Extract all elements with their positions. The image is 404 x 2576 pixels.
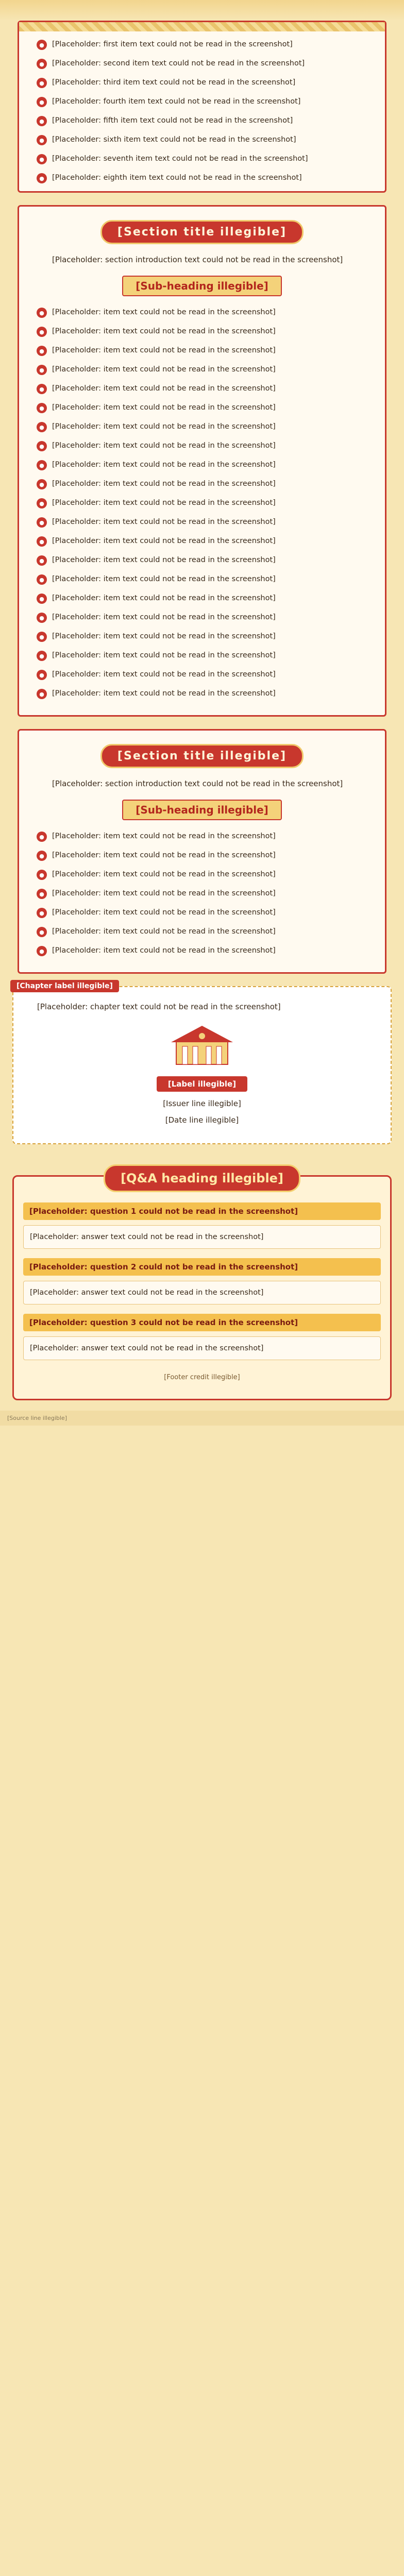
work-item (37, 650, 367, 662)
qa-answer-3: [Placeholder: answer text could not be read in the screenshot] (23, 1336, 381, 1360)
building-icon (166, 1021, 238, 1067)
bullet-dot-icon: ● (37, 346, 47, 356)
bullet-dot-icon: ● (37, 613, 47, 623)
work-item (37, 440, 367, 452)
work-item (37, 459, 367, 471)
life-item (37, 926, 367, 938)
qa-answer-1 (23, 1225, 381, 1249)
intro-item (37, 172, 367, 184)
sheet-top-stripe (19, 22, 385, 31)
work-item (37, 421, 367, 433)
work-item (37, 364, 367, 376)
intro-item-text: [Placeholder: sixth item text could not be read in the screenshot] (52, 135, 296, 144)
bullet-dot-icon: ● (37, 40, 47, 50)
work-item-text: [Placeholder: item text could not be read in the screenshot] (52, 422, 276, 431)
intro-item (37, 115, 367, 127)
bullet-dot-icon: ● (37, 851, 47, 861)
top-decoration (0, 0, 404, 21)
bullet-dot-icon: ● (37, 536, 47, 547)
work-item (37, 402, 367, 414)
bullet-dot-icon: ● (37, 651, 47, 661)
work-item-text: [Placeholder: item text could not be read in the screenshot] (52, 689, 276, 698)
intro-item-text: [Placeholder: third item text could not be read in the screenshot] (52, 78, 296, 87)
work-item-text: [Placeholder: item text could not be read in the screenshot] (52, 346, 276, 354)
chapter3-badge-wrap (22, 1076, 382, 1092)
chapter3-wrap (0, 982, 404, 1144)
work-item (37, 612, 367, 623)
life-item-text: [Placeholder: item text could not be read in the screenshot] (52, 889, 276, 897)
work-item-text: [Placeholder: item text could not be read in the screenshot] (52, 384, 276, 393)
intro-item (37, 58, 367, 70)
work-item-text: [Placeholder: item text could not be read in the screenshot] (52, 670, 276, 679)
qa-box (12, 1171, 392, 1400)
life-item-text: [Placeholder: item text could not be read in the screenshot] (52, 870, 276, 878)
work-section-title: [Section title illegible] (100, 220, 304, 244)
life-item-text: [Placeholder: item text could not be read in the screenshot] (52, 946, 276, 955)
intro-item (37, 77, 367, 89)
intro-item-text: [Placeholder: first item text could not be read in the screenshot] (52, 40, 293, 48)
intro-item-text: [Placeholder: second item text could not be read in the screenshot] (52, 59, 305, 67)
bullet-dot-icon: ● (37, 422, 47, 432)
intro-item (37, 134, 367, 146)
work-item (37, 535, 367, 547)
chapter3-badge: [Label illegible] (157, 1076, 247, 1092)
bullet-dot-icon: ● (37, 832, 47, 842)
work-item-text: [Placeholder: item text could not be read in the screenshot] (52, 442, 276, 450)
work-band-wrap (19, 276, 385, 296)
work-item (37, 497, 367, 509)
work-item-text: [Placeholder: item text could not be read in the screenshot] (52, 518, 276, 526)
life-item-text: [Placeholder: item text could not be read in the screenshot] (52, 908, 276, 917)
bullet-dot-icon: ● (37, 135, 47, 145)
bullet-dot-icon: ● (37, 97, 47, 107)
work-item-text: [Placeholder: item text could not be read in the screenshot] (52, 365, 276, 374)
work-item (37, 688, 367, 700)
work-item (37, 516, 367, 528)
work-section-sheet (18, 205, 386, 717)
work-item (37, 478, 367, 490)
bullet-dot-icon: ● (37, 403, 47, 413)
qa-title-wrap (23, 1164, 381, 1192)
bullet-dot-icon: ● (37, 78, 47, 88)
bullet-dot-icon: ● (37, 870, 47, 880)
bullet-dot-icon: ● (37, 670, 47, 680)
bullet-dot-icon: ● (37, 365, 47, 375)
intro-item (37, 96, 367, 108)
bullet-dot-icon: ● (37, 889, 47, 899)
intro-item-text: [Placeholder: fifth item text could not be read in the screenshot] (52, 116, 293, 125)
work-item-text: [Placeholder: item text could not be read in the screenshot] (52, 651, 276, 659)
work-item (37, 383, 367, 395)
life-section-intro: [Placeholder: section introduction text could not be read in the screenshot] (52, 779, 343, 788)
life-band-title: [Sub-heading illegible] (122, 800, 282, 820)
intro-item-text: [Placeholder: fourth item text could not be read in the screenshot] (52, 97, 301, 106)
bullet-dot-icon: ● (37, 927, 47, 937)
life-section-title-wrap (19, 744, 385, 768)
life-item (37, 831, 367, 842)
life-item (37, 907, 367, 919)
bullet-dot-icon: ● (37, 327, 47, 337)
life-section-sheet (18, 729, 386, 974)
chapter3-label: [Chapter label illegible] (10, 980, 119, 992)
bullet-dot-icon: ● (37, 908, 47, 918)
bullet-dot-icon: ● (37, 116, 47, 126)
building-illustration (22, 1021, 382, 1067)
bullet-dot-icon: ● (37, 946, 47, 956)
bullet-dot-icon: ● (37, 632, 47, 642)
qa-wrap (0, 1171, 404, 1400)
work-item (37, 631, 367, 642)
work-item (37, 669, 367, 681)
bullet-dot-icon: ● (37, 308, 47, 318)
work-item-text: [Placeholder: item text could not be read in the screenshot] (52, 556, 276, 564)
work-item-text: [Placeholder: item text could not be read in the screenshot] (52, 575, 276, 583)
intro-item (37, 39, 367, 50)
work-item-text: [Placeholder: item text could not be read in the screenshot] (52, 537, 276, 545)
bullet-dot-icon: ● (37, 555, 47, 566)
bullet-dot-icon: ● (37, 689, 47, 699)
work-band-title: [Sub-heading illegible] (122, 276, 282, 296)
work-item-text: [Placeholder: item text could not be read in the screenshot] (52, 403, 276, 412)
work-section-title-wrap (19, 220, 385, 244)
bullet-dot-icon: ● (37, 479, 47, 489)
intro-item-text: [Placeholder: eighth item text could not be read in the screenshot] (52, 174, 302, 182)
bullet-dot-icon: ● (37, 173, 47, 183)
life-section-title: [Section title illegible] (100, 744, 304, 768)
intro-item (37, 153, 367, 165)
bullet-dot-icon: ● (37, 384, 47, 394)
bullet-dot-icon: ● (37, 574, 47, 585)
work-item-text: [Placeholder: item text could not be read in the screenshot] (52, 480, 276, 488)
qa-question-3: [Placeholder: question 3 could not be read in the screenshot] (23, 1314, 381, 1331)
life-item (37, 850, 367, 861)
work-item-text: [Placeholder: item text could not be read in the screenshot] (52, 632, 276, 640)
work-item (37, 592, 367, 604)
bullet-dot-icon: ● (37, 441, 47, 451)
work-section-intro: [Placeholder: section introduction text could not be read in the screenshot] (52, 255, 343, 264)
chapter3-text: [Placeholder: chapter text could not be read in the screenshot] (37, 1002, 281, 1011)
life-list (19, 831, 385, 957)
life-band-wrap (19, 800, 385, 820)
work-item (37, 307, 367, 318)
work-item (37, 345, 367, 357)
work-item (37, 573, 367, 585)
bullet-dot-icon: ● (37, 460, 47, 470)
bullet-dot-icon: ● (37, 517, 47, 528)
qa-answer-1-part: [Placeholder: answer text could not be read in the screenshot] (30, 1233, 264, 1241)
qa-answer-2: [Placeholder: answer text could not be read in the screenshot] (23, 1281, 381, 1304)
bullet-dot-icon: ● (37, 594, 47, 604)
intro-sheet (18, 21, 386, 193)
work-item-text: [Placeholder: item text could not be read in the screenshot] (52, 327, 276, 335)
work-item-text: [Placeholder: item text could not be read in the screenshot] (52, 613, 276, 621)
life-item-text: [Placeholder: item text could not be read in the screenshot] (52, 851, 276, 859)
source-footer: [Source line illegible] (0, 1411, 404, 1426)
chapter3-box (12, 982, 392, 1144)
work-item-text: [Placeholder: item text could not be read in the screenshot] (52, 499, 276, 507)
work-item (37, 554, 367, 566)
life-item (37, 888, 367, 900)
qa-question-2: [Placeholder: question 2 could not be read in the screenshot] (23, 1258, 381, 1276)
qa-footer-note: [Footer credit illegible] (164, 1374, 240, 1381)
chapter3-issuer: [Issuer line illegible] (163, 1099, 241, 1108)
intro-item-text: [Placeholder: seventh item text could not be read in the screenshot] (52, 155, 308, 163)
work-item-text: [Placeholder: item text could not be read in the screenshot] (52, 308, 276, 316)
work-item-text: [Placeholder: item text could not be read in the screenshot] (52, 594, 276, 602)
work-item-text: [Placeholder: item text could not be read in the screenshot] (52, 461, 276, 469)
life-item (37, 945, 367, 957)
life-item-text: [Placeholder: item text could not be read in the screenshot] (52, 927, 276, 936)
life-item (37, 869, 367, 880)
bullet-dot-icon: ● (37, 154, 47, 164)
bullet-dot-icon: ● (37, 59, 47, 69)
qa-question-1: [Placeholder: question 1 could not be read in the screenshot] (23, 1202, 381, 1220)
bullet-dot-icon: ● (37, 498, 47, 509)
chapter3-date: [Date line illegible] (165, 1115, 239, 1125)
work-list (19, 307, 385, 700)
qa-title: [Q&A heading illegible] (104, 1164, 300, 1192)
work-item (37, 326, 367, 337)
intro-list (19, 39, 385, 184)
life-item-text: [Placeholder: item text could not be read in the screenshot] (52, 832, 276, 840)
